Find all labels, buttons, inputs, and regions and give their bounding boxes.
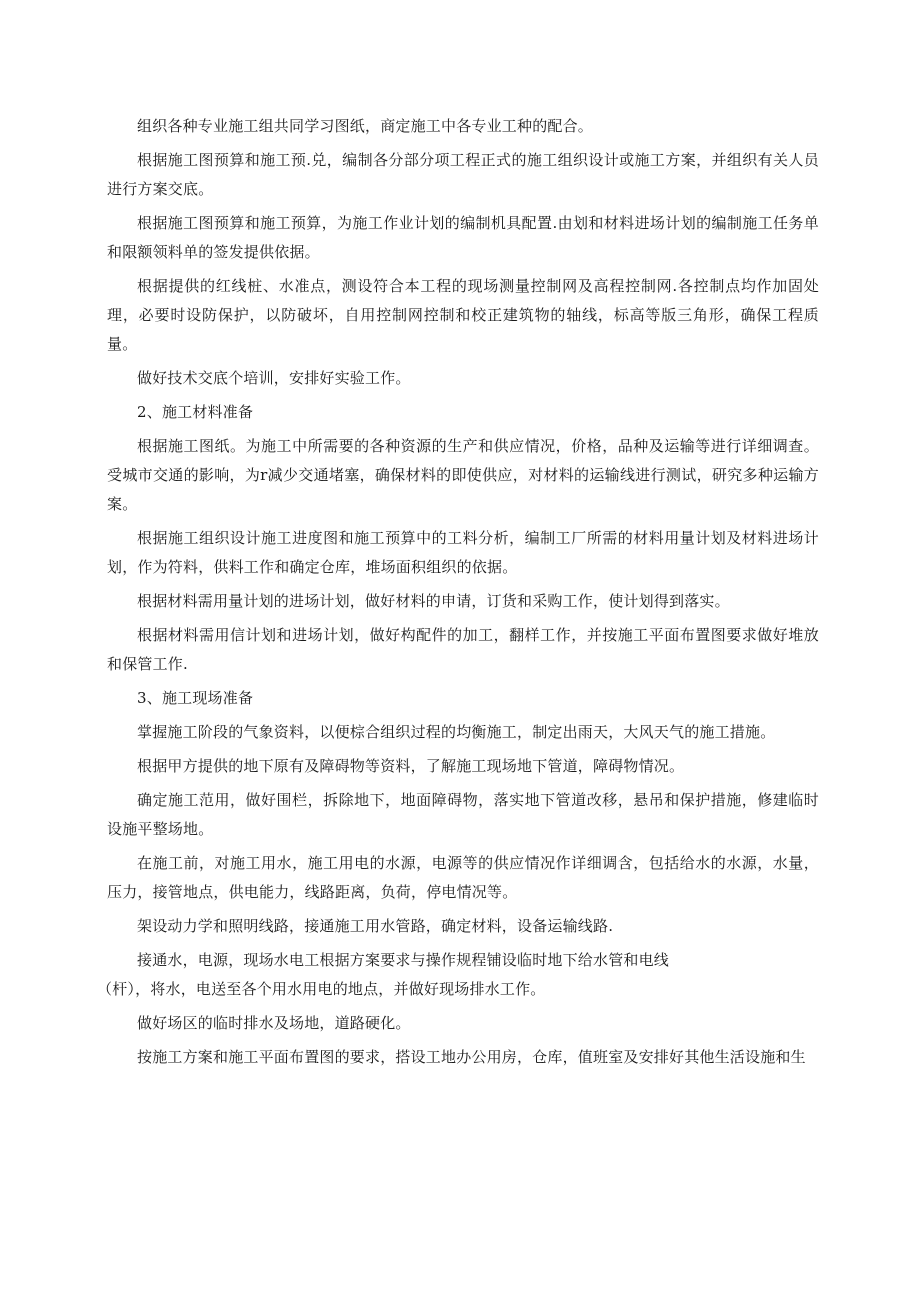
paragraph: 根据材料需用信计划和进场计划，做好构配件的加工，翻样工作，并按施工平面布置图要求做好堆放和保管工作. [107,626,819,673]
split-paragraph-line-1: 接通水，电源，现场水电工根据方案要求与操作规程铺设临时地下给水管和电线 [137,951,670,969]
section-heading: 3、施工现场准备 [137,689,254,707]
paragraph: 按施工方案和施工平面布置图的要求，搭设工地办公用房，仓库，值班室及安排好其他生活设施和生 [137,1048,806,1066]
paragraph: 组织各种专业施工组共同学习图纸，商定施工中各专业工种的配合。 [137,117,594,135]
paragraph: 根据施工组织设计施工进度图和施工预算中的工料分析，编制工厂所需的材料用量计划及材料进场计划，作为符料，供料工作和确定仓库，堆场面积组织的依据。 [107,529,819,576]
paragraph: 做好场区的临时排水及场地，道路硬化。 [137,1014,411,1032]
paragraph: 根据提供的红线桩、水准点，测设符合本工程的现场测量控制网及高程控制网.各控制点均作加固处理，必要时设防保护，以防破坏，自用控制网控制和校正建筑物的轴线，标高等版三角形，确保工程质量。 [107,277,819,353]
paragraph: 根据材料需用量计划的进场计划，做好材料的申请，订货和采购工作，使计划得到落实。 [137,592,730,610]
paragraph: 根据甲方提供的地下原有及障碍物等资料，了解施工现场地下管道，障碍物情况。 [137,757,685,775]
paragraph: 架设动力学和照明线路，接通施工用水管路，确定材料，设备运输线路. [137,917,614,935]
paragraph: 确定施工范用，做好围栏，拆除地下，地面障碍物，落实地下管道改移，悬吊和保护措施，修建临时设施平整场地。 [107,791,819,838]
paragraph: 在施工前，对施工用水，施工用电的水源，电源等的供应情况作详细调含，包括给水的水源，水量，压力，接管地点，供电能力，线路距离，负荷，停电情况等。 [107,854,819,901]
paragraph: 根据施工图纸。为施工中所需要的各种资源的生产和供应情况，价格，品种及运输等进行详细调查。受城市交通的影响，为r减少交通堵塞，确保材料的即使供应，对材料的运输线进行测试，研究多种运输方案。 [107,437,819,513]
paragraph: 掌握施工阶段的气象资料，以便棕合组织过程的均衡施工，制定出雨天，大风天气的施工措施。 [137,723,776,741]
split-paragraph-line-2: （杆），将水，电送至各个用水用电的地点，并做好现场排水工作。 [97,980,546,998]
paragraph: 做好技术交底个培训，安排好实验工作。 [137,369,411,387]
document-page [97,112,819,1077]
paragraph: 根据施工图预算和施工预算，为施工作业计划的编制机具配置.由划和材料进场计划的编制施工任务单和限额领料单的签发提供依据。 [107,214,819,261]
paragraph: 根据施工图预算和施工预.兑，编制各分部分项工程正式的施工组织设计或施工方案，并组织有关人员进行方案交底。 [107,151,819,198]
section-heading: 2、施工材料准备 [137,403,254,421]
